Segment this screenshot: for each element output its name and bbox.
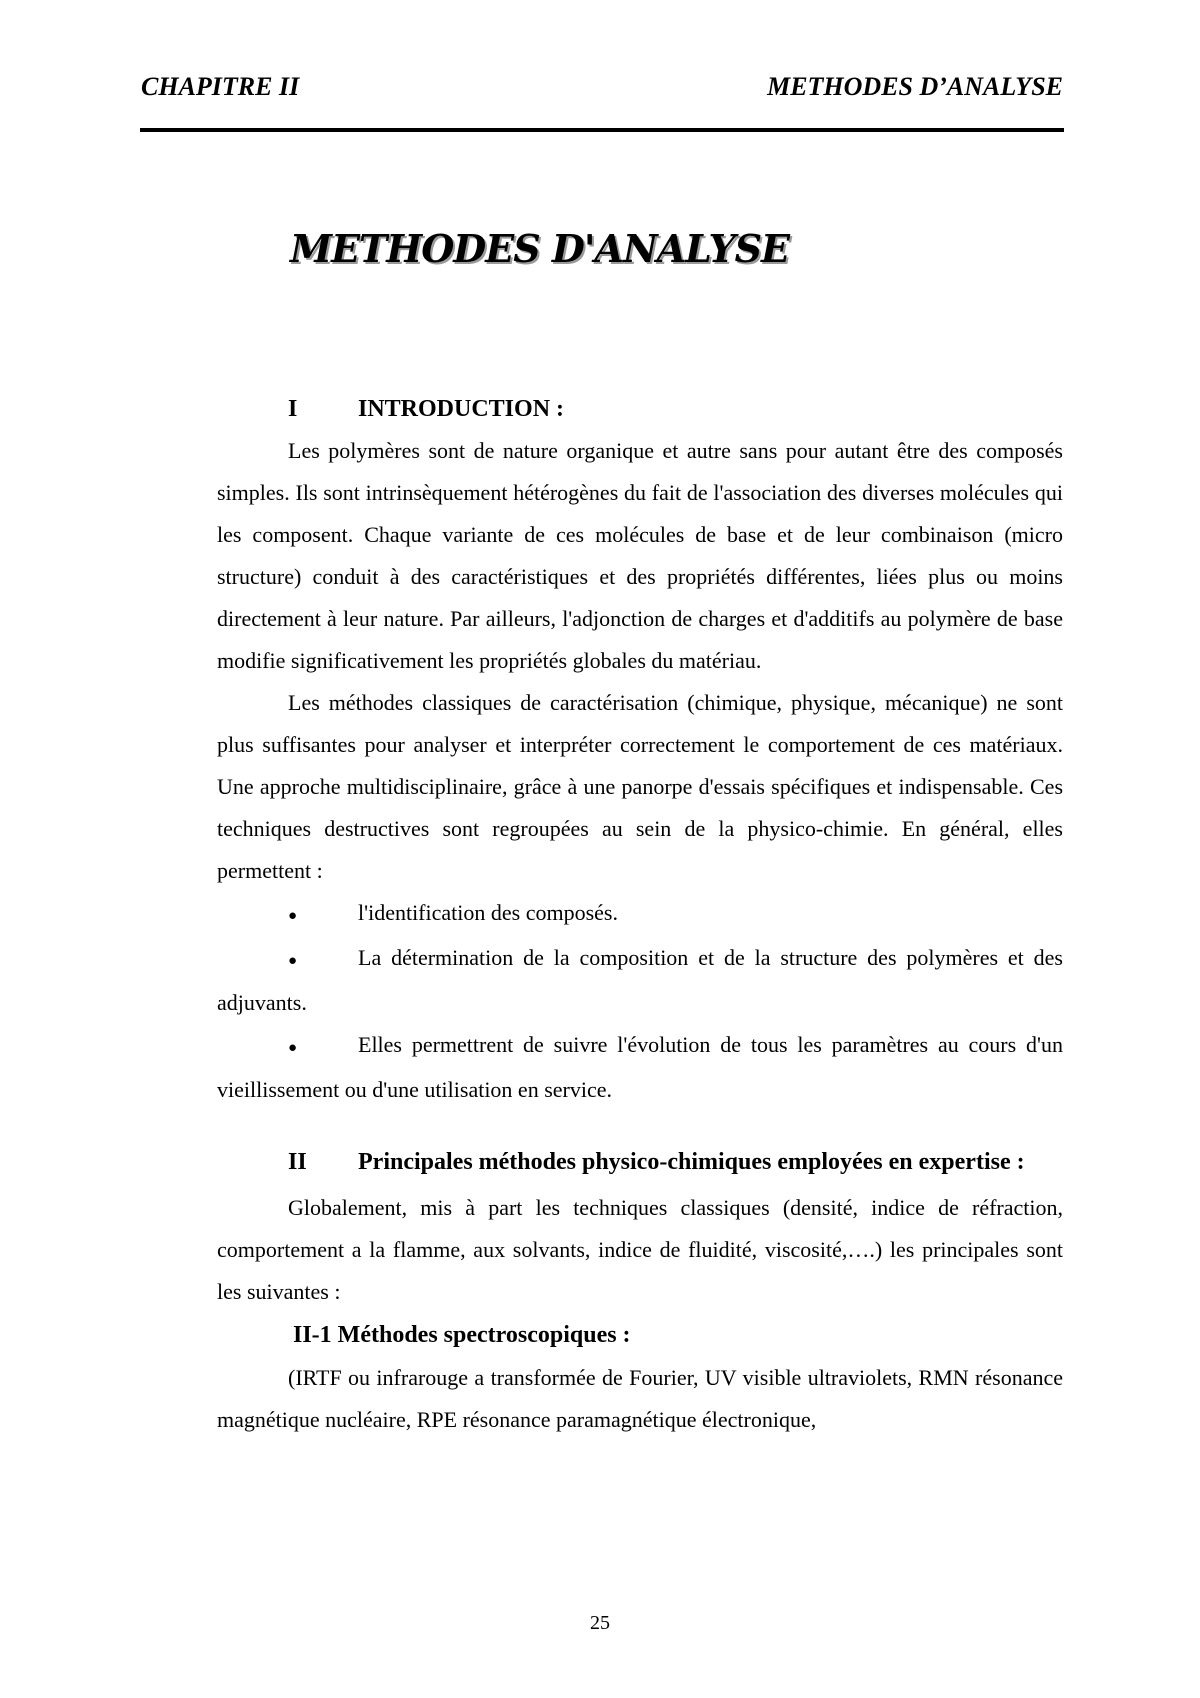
bullet-icon: ● xyxy=(288,908,298,924)
bullet-icon: ● xyxy=(288,953,298,969)
list-item-text: Elles permettrent de suivre l'évolution de tous les paramètres au cours d'un vieillissement ou d'une utilisation en service. xyxy=(217,1032,1063,1102)
running-header xyxy=(141,68,1063,108)
bullet-icon: ● xyxy=(288,1040,298,1056)
section-1-paragraph-2: Les méthodes classiques de caractérisation (chimique, physique, mécanique) ne sont plus suffisantes pour analyser et interpréter correctement le comportement de ces matériaux. Une approche multidisciplinaire, grâce à une panorpe d'essais spécifiques et indispensable. Ces techniques destructives sont regroupées au sein de la physico-chimie. En général, elles permettent : xyxy=(217,690,1063,883)
list-item-text: l'identification des composés. xyxy=(358,900,618,925)
section-1-paragraph-1: Les polymères sont de nature organique et autre sans pour autant être des composés simples. Ils sont intrinsèquement hétérogènes du fait de l'association des diverses molécules qui les composent. Chaque variante de ces molécules de base et de leur combinaison (micro structure) conduit à des caractéristiques et des propriétés différentes, liées plus ou moins directement à leur nature. Par ailleurs, l'adjonction de charges et d'additifs au polymère de base modifie significativement les propriétés globales du matériau. xyxy=(217,438,1063,673)
section-1-title: INTRODUCTION : xyxy=(358,396,565,422)
section-2-heading xyxy=(217,1137,1063,1187)
subsection-heading: II-1 Méthodes spectroscopiques : xyxy=(293,1322,631,1348)
document-body xyxy=(217,388,1063,1441)
section-2-paragraph-2: (IRTF ou infrarouge a transformée de Fourier, UV visible ultraviolets, RMN résonance magnétique nucléaire, RPE résonance paramagnétique électronique, xyxy=(217,1365,1063,1432)
list-item-text: La détermination de la composition et de la structure des polymères et des adjuvants. xyxy=(217,945,1063,1015)
header-divider xyxy=(140,128,1064,132)
section-2-paragraph-1: Globalement, mis à part les techniques classiques (densité, indice de réfraction, comportement a la flamme, aux solvants, indice de fluidité, viscosité,….) les principales sont les suivantes : xyxy=(217,1195,1063,1304)
list-item xyxy=(217,937,1063,1024)
header-section-title: METHODES D’ANALYSE xyxy=(767,72,1063,101)
list-item xyxy=(217,892,1063,937)
page-number: 25 xyxy=(590,1612,610,1634)
section-1-number: I xyxy=(288,396,298,422)
list-item xyxy=(217,1024,1063,1111)
section-2-number: II xyxy=(288,1149,307,1175)
page-title: METHODES D'ANALYSE xyxy=(290,226,790,271)
section-1-heading xyxy=(217,388,1063,430)
header-chapter: CHAPITRE II xyxy=(141,72,300,101)
section-2-title: Principales méthodes physico-chimiques employées en expertise : xyxy=(358,1149,1025,1175)
